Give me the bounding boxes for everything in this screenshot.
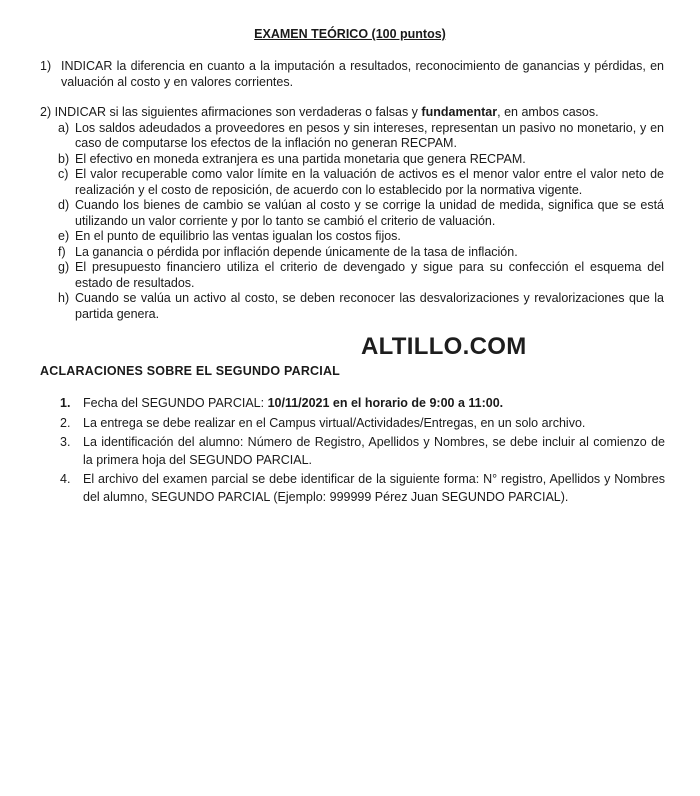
list-item bbox=[60, 415, 665, 433]
statement-f bbox=[58, 245, 664, 261]
question-2 bbox=[40, 105, 664, 322]
statement-letter: b) bbox=[58, 151, 70, 166]
statement-c bbox=[58, 167, 664, 198]
question-2-intro-pre: 2) INDICAR si las siguientes afirmaciones son verdaderas o falsas y bbox=[40, 105, 422, 119]
statement-text: Los saldos adeudados a proveedores en pesos y sin intereses, representan un pasivo no monetario, y en caso de computarse los efectos de la inflación no generan RECPAM. bbox=[75, 120, 664, 150]
question-2-intro-bold: fundamentar bbox=[421, 105, 498, 119]
statement-g bbox=[58, 260, 664, 291]
statement-text: En el punto de equilibrio las ventas igualan los costos fijos. bbox=[75, 229, 401, 243]
list-item-text: La entrega se debe realizar en el Campus virtual/Actividades/Entregas, en un solo archivo. bbox=[83, 415, 586, 430]
statement-text: Cuando los bienes de cambio se valúan al costo y se corrige la unidad de medida, significa que se está utilizando un valor corriente y por lo tanto se cambió el criterio de valuación. bbox=[75, 198, 664, 228]
statement-h bbox=[58, 291, 664, 322]
list-item-text-bold: 10/11/2021 en el horario de 9:00 a 11:00. bbox=[267, 396, 504, 410]
statement-text: La ganancia o pérdida por inflación depende únicamente de la tasa de inflación. bbox=[75, 244, 518, 259]
statement-letter: a) bbox=[58, 120, 70, 135]
statement-e bbox=[58, 229, 664, 245]
list-item bbox=[60, 471, 665, 506]
statement-letter: f) bbox=[58, 244, 66, 259]
list-item-text bbox=[83, 395, 665, 413]
list-item-number: 3. bbox=[60, 435, 71, 449]
statement-letter: h) bbox=[58, 291, 70, 305]
statement-letter: e) bbox=[58, 229, 70, 243]
exam-title: EXAMEN TEÓRICO (100 puntos) bbox=[254, 27, 446, 41]
statement-letter: g) bbox=[58, 260, 70, 274]
statement-d bbox=[58, 198, 664, 229]
aclaraciones-heading: ACLARACIONES SOBRE EL SEGUNDO PARCIAL bbox=[40, 364, 341, 378]
statement-letter: c) bbox=[58, 167, 69, 181]
question-1-text: INDICAR la diferencia en cuanto a la imputación a resultados, reconocimiento de ganancias y pérdidas, en valuación al costo y en valores corrientes. bbox=[61, 59, 664, 89]
list-item-text: El archivo del examen parcial se debe identificar de la siguiente forma: N° registro, Apellidos y Nombres del alumno, SEGUNDO PARCIAL (Ejemplo: 999999 Pérez Juan SEGUNDO PARCIAL). bbox=[83, 472, 665, 504]
statement-text: El presupuesto financiero utiliza el criterio de devengado y sigue para su confección el esquema del estado de resultados. bbox=[75, 260, 664, 290]
question-2-intro-post: , en ambos casos. bbox=[497, 105, 599, 119]
list-item-text: La identificación del alumno: Número de Registro, Apellidos y Nombres, se debe incluir al comienzo de la primera hoja del SEGUNDO PARCIAL. bbox=[83, 435, 665, 467]
question-1 bbox=[40, 59, 664, 90]
statement-text: El efectivo en moneda extranjera es una partida monetaria que genera RECPAM. bbox=[75, 151, 526, 166]
list-item bbox=[60, 395, 665, 413]
statement-b bbox=[58, 152, 664, 168]
question-1-number: 1) bbox=[40, 59, 52, 73]
aclaraciones-list bbox=[60, 395, 665, 508]
list-item-number: 1. bbox=[60, 396, 71, 410]
list-item bbox=[60, 434, 665, 469]
statement-letter: d) bbox=[58, 198, 70, 212]
statement-text: Cuando se valúa un activo al costo, se deben reconocer las desvalorizaciones y revalorizaciones que la partida genera. bbox=[75, 291, 664, 321]
statement-text: El valor recuperable como valor límite en la valuación de activos es el menor valor entre el valor neto de realización y el costo de reposición, de acuerdo con lo establecido por la normativa vigente. bbox=[75, 167, 664, 197]
list-item-number: 2. bbox=[60, 415, 71, 430]
watermark: ALTILLO.COM bbox=[361, 333, 527, 360]
list-item-number: 4. bbox=[60, 472, 71, 486]
list-item-text-pre: Fecha del SEGUNDO PARCIAL: bbox=[83, 396, 268, 410]
question-2-intro bbox=[40, 105, 664, 121]
statement-a bbox=[58, 121, 664, 152]
